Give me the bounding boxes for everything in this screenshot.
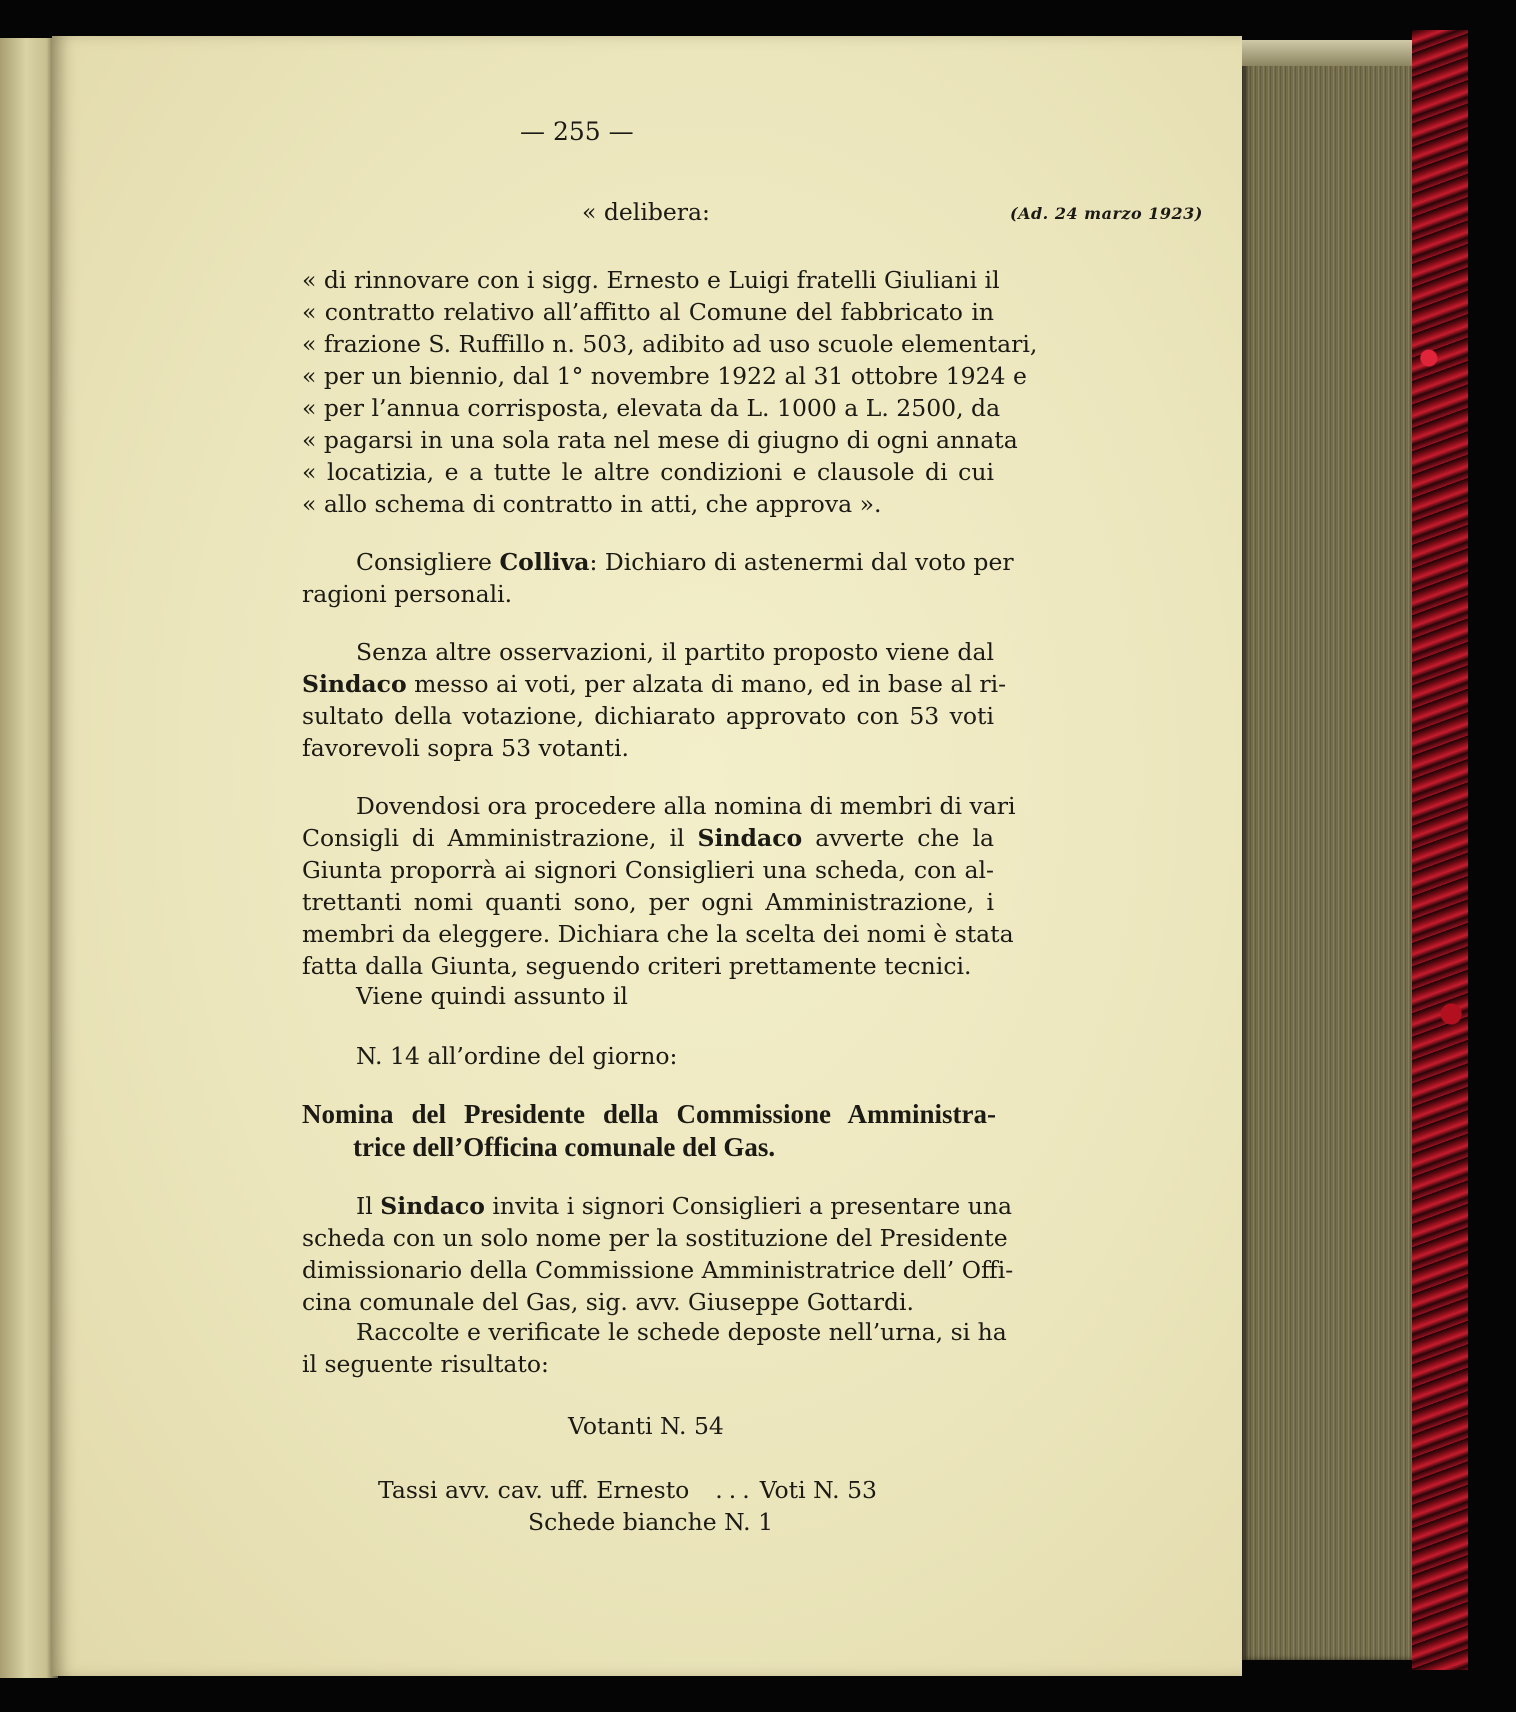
candidate-votes: Voti N. 53	[759, 1476, 878, 1504]
colliva-line: ragioni personali.	[302, 580, 513, 608]
paragraph-line: fatta dalla Giunta, seguendo criteri prettamente tecnici.	[302, 952, 972, 980]
paragraph-line: Senza altre osservazioni, il partito proposto viene dal	[356, 638, 994, 666]
ballot-count-paragraph	[302, 1316, 1007, 1380]
quote-line: « contratto relativo all’affitto al Comune del fabbricato in	[302, 298, 994, 326]
paragraph-line: favorevoli sopra 53 votanti.	[302, 734, 629, 762]
quote-line: « frazione S. Ruffillo n. 503, adibito ad uso scuole elementari,	[302, 330, 1038, 358]
paragraph-line: trettanti nomi quanti sono, per ogni Amministrazione, i	[302, 888, 994, 916]
colliva-prefix: Consigliere	[356, 548, 500, 576]
colliva-statement	[302, 546, 1014, 610]
book-page-edges	[1242, 40, 1412, 1660]
paragraph-line: il seguente risultato:	[302, 1350, 549, 1378]
heading-line: Nomina del Presidente della Commissione Amministra-	[302, 1099, 996, 1129]
speaker-name: Sindaco	[697, 824, 803, 852]
paragraph-text: Il	[356, 1192, 381, 1220]
paragraph-text: invita i signori Consiglieri a presentare una	[484, 1192, 1013, 1220]
colliva-line	[302, 546, 1014, 578]
paragraph-line: membri da eleggere. Dichiara che la scelta dei nomi è stata	[302, 920, 1014, 948]
candidate-result-row	[378, 1474, 877, 1506]
nomination-intro-paragraph	[302, 790, 1016, 982]
paragraph-line: Giunta proporrà ai signori Consiglieri una scheda, con al-	[302, 856, 994, 884]
blank-ballots: Schede bianche N. 1	[528, 1508, 774, 1536]
quote-line: « locatizia, e a tutte le altre condizioni e clausole di cui	[302, 458, 994, 486]
heading-line: trice dell’Officina comunale del Gas.	[353, 1132, 776, 1162]
colliva-text: : Dichiaro di astenermi dal voto per	[589, 548, 1014, 576]
paragraph-text: messo ai voti, per alzata di mano, ed in base al ri-	[406, 670, 1007, 698]
resolution-quote	[302, 264, 1038, 520]
speaker-name: Sindaco	[302, 670, 407, 698]
delibera-label: « delibera:	[582, 198, 710, 226]
paragraph-line	[302, 822, 994, 854]
paragraph-line: cina comunale del Gas, sig. avv. Giuseppe Gottardi.	[302, 1288, 914, 1316]
sindaco-invitation-paragraph	[302, 1190, 1014, 1318]
session-date-reference: (Ad. 24 marzo 1923)	[1010, 204, 1203, 223]
viene-line: Viene quindi assunto il	[356, 982, 628, 1010]
paragraph-line: scheda con un solo nome per la sostituzione del Presidente	[302, 1224, 1008, 1252]
agenda-item-number: N. 14 all’ordine del giorno:	[356, 1042, 678, 1070]
quote-line: « per l’annua corrisposta, elevata da L. 1000 a L. 2500, da	[302, 394, 1001, 422]
left-facing-page-edge	[0, 38, 58, 1678]
quote-line: « di rinnovare con i sigg. Ernesto e Luigi fratelli Giuliani il	[302, 266, 1000, 294]
speaker-name: Colliva	[499, 548, 590, 576]
paragraph-line	[302, 668, 1007, 700]
paragraph-text: Consigli di Amministrazione, il	[302, 824, 698, 852]
paragraph-line: dimissionario della Commissione Amministratrice dell’ Offi-	[302, 1256, 1014, 1284]
paragraph-line: Dovendosi ora procedere alla nomina di membri di vari	[356, 792, 1016, 820]
paragraph-line	[302, 1190, 1013, 1222]
page-number: — 255 —	[520, 117, 634, 146]
marbled-book-cover	[1412, 30, 1468, 1670]
candidate-name: Tassi avv. cav. uff. Ernesto	[378, 1476, 690, 1504]
vote-outcome-paragraph	[302, 636, 1007, 764]
paragraph-text: avverte che la	[802, 824, 994, 852]
voters-total: Votanti N. 54	[568, 1412, 724, 1440]
paragraph-line: Raccolte e verificate le schede deposte nell’urna, si ha	[356, 1318, 1007, 1346]
agenda-item-heading	[302, 1098, 996, 1164]
quote-line: « per un biennio, dal 1° novembre 1922 al 31 ottobre 1924 e	[302, 362, 1027, 390]
quote-line: « allo schema di contratto in atti, che approva ».	[302, 490, 882, 518]
quote-line: « pagarsi in una sola rata nel mese di giugno di ogni annata	[302, 426, 1018, 454]
speaker-name: Sindaco	[380, 1192, 485, 1220]
leader-dots: ...	[715, 1476, 756, 1504]
paragraph-line: sultato della votazione, dichiarato approvato con 53 voti	[302, 702, 994, 730]
